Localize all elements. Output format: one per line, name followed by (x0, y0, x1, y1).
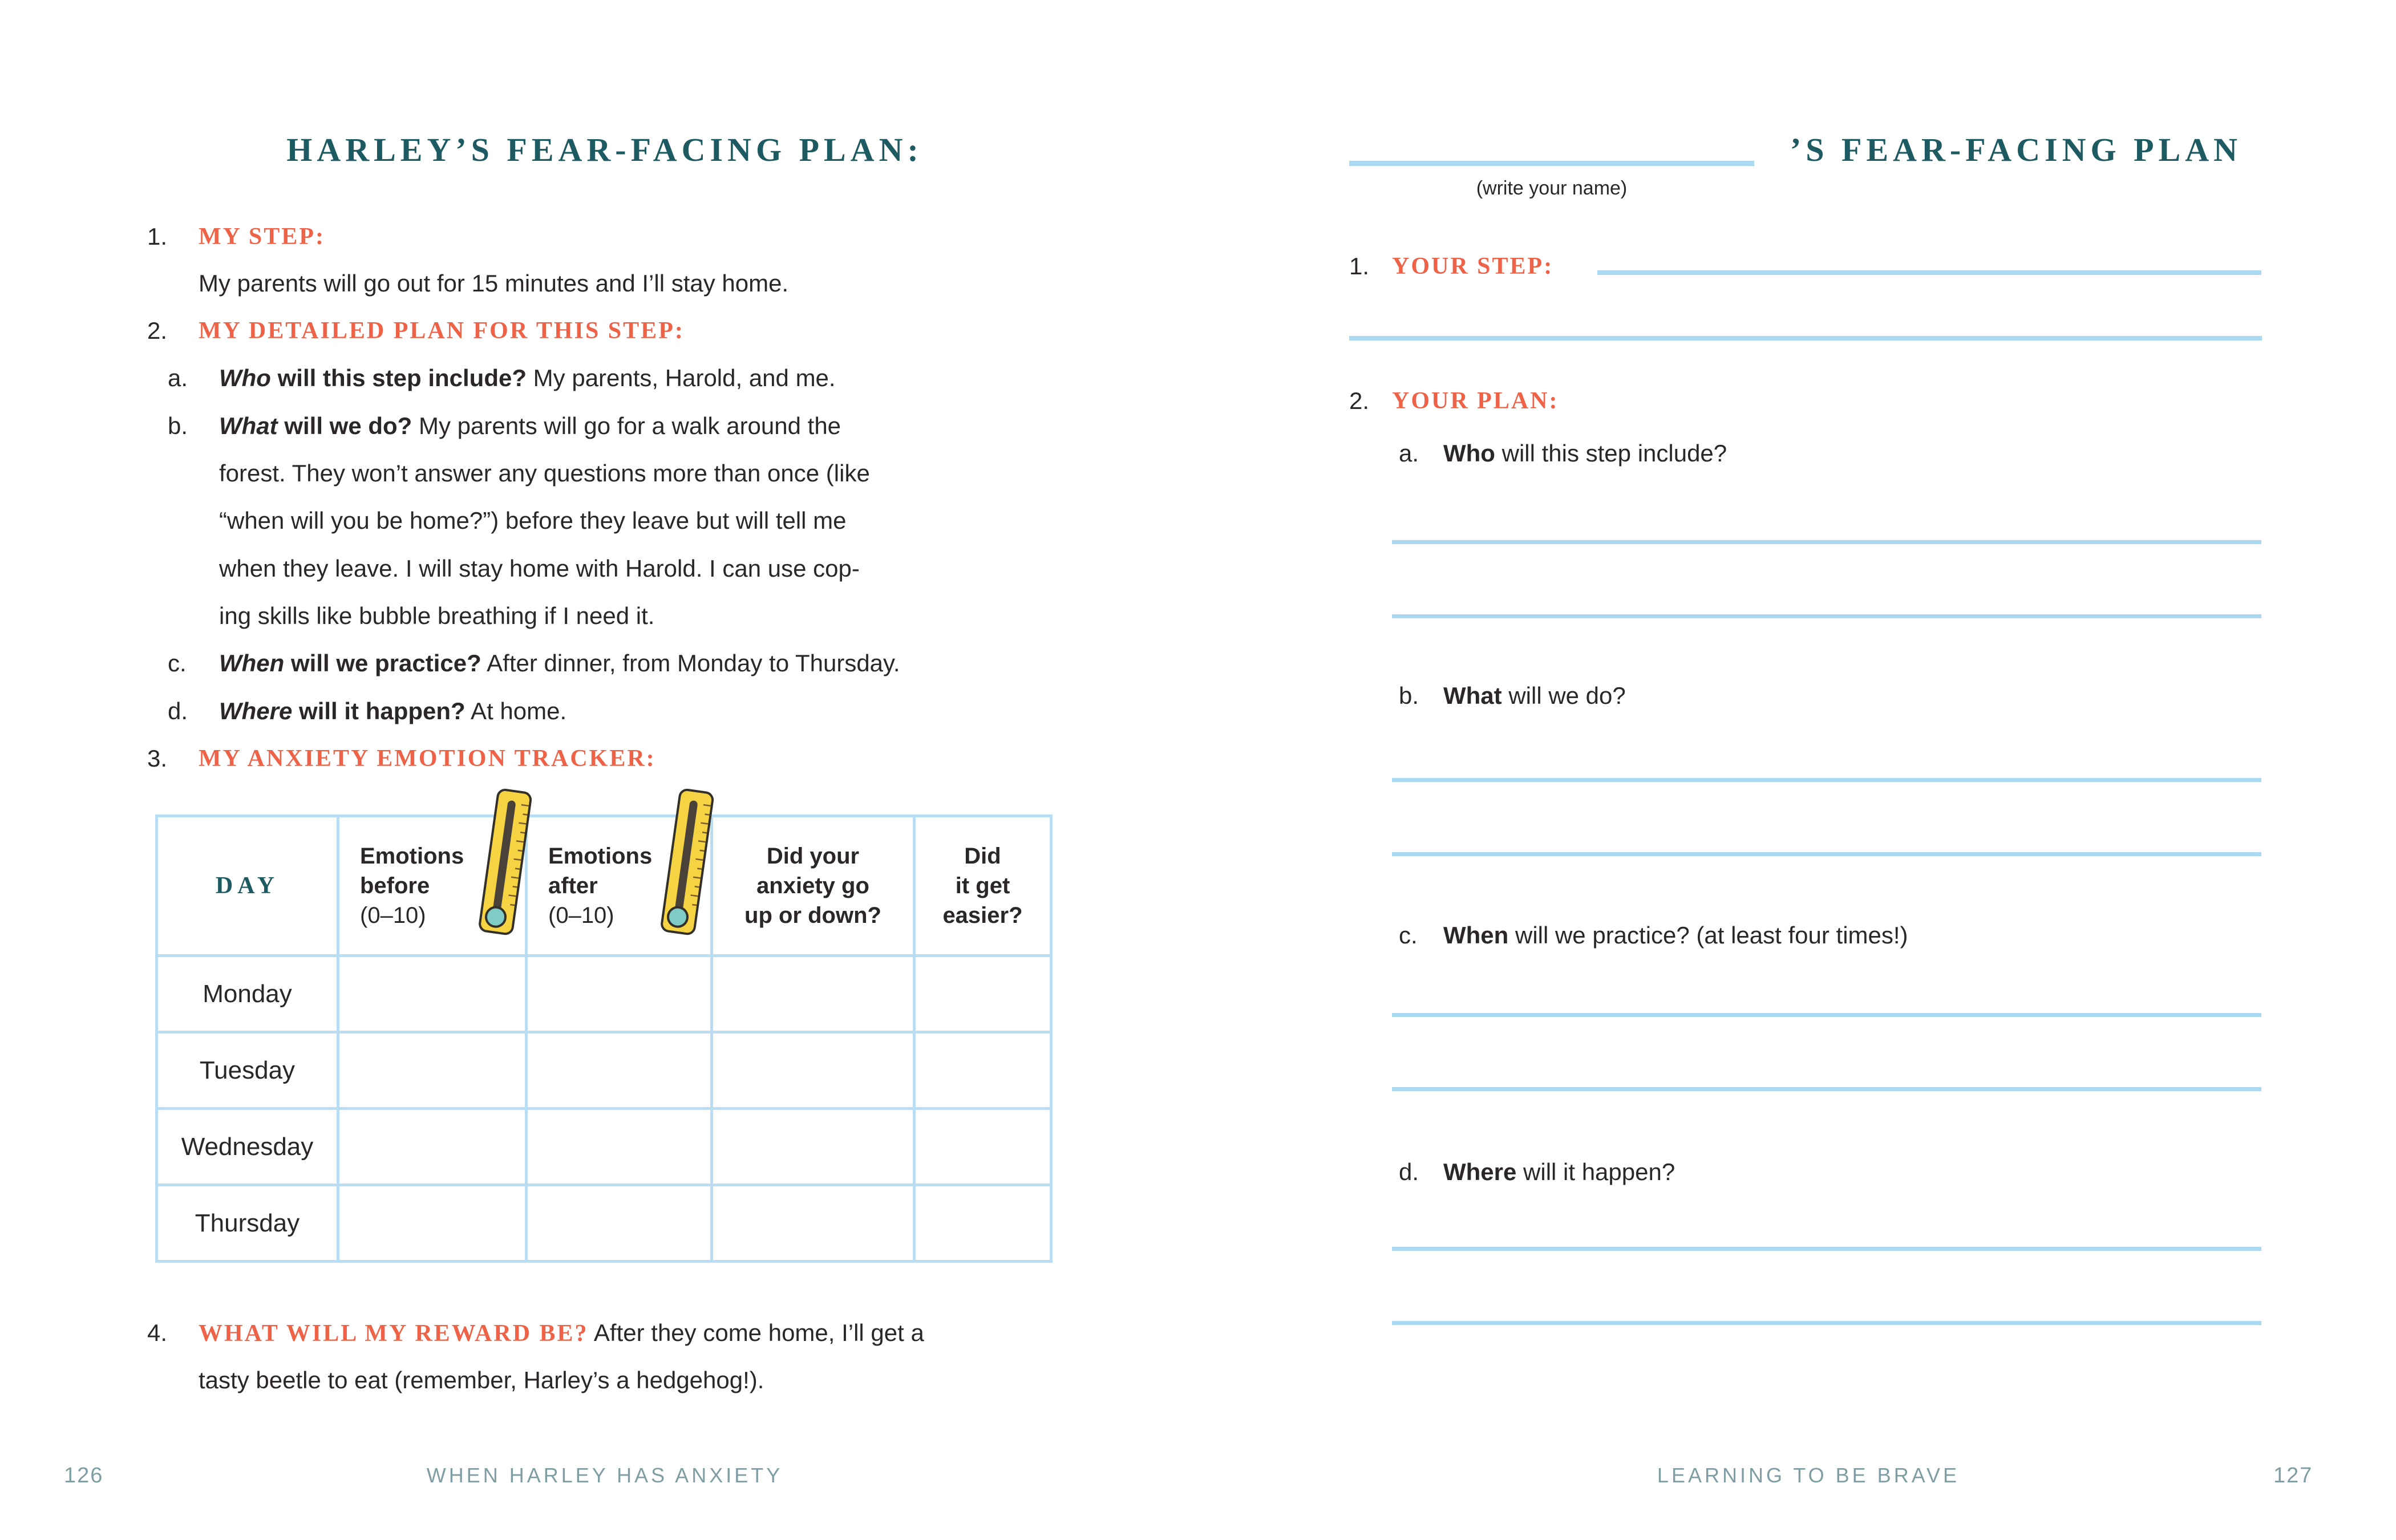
right-page-number: 127 (2273, 1464, 2313, 1488)
list-letter-c: c. (1399, 922, 1418, 949)
my-step-label: MY STEP: (199, 224, 325, 250)
your-step-label: YOUR STEP: (1392, 253, 1554, 279)
header-easier-line1: Did (964, 844, 1001, 869)
writing-line (1392, 1321, 2261, 1325)
tracker-header-day (158, 817, 337, 954)
writing-line (1392, 1087, 2261, 1091)
your-plan-label: YOUR PLAN: (1392, 388, 1559, 414)
question-d-text: will it happen? (1516, 1158, 1675, 1185)
question-d-lead: Where (219, 698, 293, 724)
answer-d-text: At home. (465, 698, 567, 724)
write-your-name-hint: (write your name) (1476, 177, 1628, 199)
question-c-row (1443, 921, 1908, 950)
list-letter-b: b. (1399, 682, 1419, 709)
question-c-row (219, 649, 900, 678)
list-letter-d: d. (1399, 1158, 1419, 1185)
tracker-cell (916, 1110, 1050, 1184)
list-number-3: 3. (147, 745, 168, 772)
list-number-1: 1. (1349, 253, 1370, 279)
header-before-line3: (0–10) (360, 903, 426, 928)
header-after-line3: (0–10) (548, 903, 614, 928)
tracker-cell (528, 1034, 710, 1107)
answer-b-line2: forest. They won’t answer any questions more than once (like (219, 460, 870, 487)
question-a-row (219, 363, 836, 393)
answer-b-line5: ing skills like bubble breathing if I need it. (219, 602, 655, 629)
question-d-lead: Where (1443, 1158, 1517, 1185)
header-before-line2: before (360, 873, 430, 898)
list-number-2: 2. (147, 317, 168, 344)
tracker-cell (528, 1110, 710, 1184)
header-before-line1: Emotions (360, 844, 464, 869)
question-d-row (1443, 1157, 1675, 1187)
tracker-cell (916, 957, 1050, 1031)
tracker-cell (339, 1110, 525, 1184)
question-a-lead: Who (219, 364, 271, 391)
right-page-title (1349, 130, 2242, 170)
question-a-text: will this step include? (1495, 440, 1727, 467)
question-b-lead: What (1443, 682, 1502, 709)
day-label: Wednesday (181, 1132, 314, 1161)
table-row-day-monday (158, 957, 337, 1031)
question-c-bold: will we practice? (284, 650, 481, 676)
question-a-bold: will this step include? (270, 364, 527, 391)
list-letter-b: b. (168, 412, 188, 439)
writing-line (1597, 270, 2261, 275)
question-d-bold: will it happen? (292, 698, 466, 724)
table-row-day-wednesday (158, 1110, 337, 1184)
question-b-text: will we do? (1501, 682, 1626, 709)
list-letter-a: a. (1399, 440, 1419, 467)
question-c-lead: When (219, 650, 285, 676)
question-b-bold: will we do? (277, 412, 412, 439)
list-letter-a: a. (168, 364, 188, 391)
reward-row (199, 1318, 924, 1348)
list-letter-d: d. (168, 698, 188, 724)
question-a-row (1443, 439, 1727, 468)
left-page-title-text: HARLEY’S FEAR-FACING PLAN: (286, 131, 923, 168)
writing-line (1392, 614, 2261, 618)
question-c-lead: When (1443, 922, 1509, 949)
writing-line (1392, 852, 2261, 856)
header-easier-line3: easier? (942, 903, 1023, 928)
question-c-text: will we practice? (at least four times!) (1508, 922, 1908, 949)
header-anxiety-line3: up or down? (744, 903, 881, 928)
tracker-cell (528, 957, 710, 1031)
anxiety-tracker-table (155, 814, 1053, 1263)
writing-line (1392, 1013, 2261, 1017)
table-row-day-thursday (158, 1186, 337, 1260)
day-label: Thursday (195, 1209, 300, 1237)
tracker-cell (713, 1110, 913, 1184)
answer-b-line3: “when will you be home?”) before they leave but will tell me (219, 507, 847, 534)
list-letter-c: c. (168, 650, 187, 676)
question-b-lead: What (219, 412, 278, 439)
tracker-header-easier (916, 817, 1050, 954)
tracker-cell (339, 1186, 525, 1260)
writing-line (1349, 336, 2262, 341)
right-page-title-text: ’S FEAR-FACING PLAN (1790, 131, 2242, 168)
tracker-label: MY ANXIETY EMOTION TRACKER: (199, 745, 656, 772)
header-after-line1: Emotions (548, 844, 653, 869)
question-a-lead: Who (1443, 440, 1495, 467)
tracker-cell (339, 1034, 525, 1107)
list-number-4: 4. (147, 1319, 168, 1346)
tracker-cell (713, 1186, 913, 1260)
header-anxiety-line1: Did your (766, 844, 860, 869)
left-running-title: WHEN HARLEY HAS ANXIETY (426, 1464, 783, 1487)
writing-line (1392, 540, 2261, 544)
answer-a-text: My parents, Harold, and me. (527, 364, 836, 391)
tracker-cell (528, 1186, 710, 1260)
question-d-row (219, 696, 566, 726)
header-anxiety-line2: anxiety go (756, 873, 869, 898)
tracker-cell (339, 957, 525, 1031)
right-page (1198, 0, 2396, 1540)
list-number-1: 1. (147, 223, 168, 250)
tracker-cell (713, 957, 913, 1031)
answer-b-text: My parents will go for a walk around the (412, 412, 841, 439)
tracker-header-day-text: DAY (215, 873, 280, 899)
writing-line (1392, 778, 2261, 782)
table-row-day-tuesday (158, 1034, 337, 1107)
writing-line (1392, 1247, 2261, 1251)
left-page-title (154, 130, 1055, 170)
tracker-cell (916, 1186, 1050, 1260)
header-easier-line2: it get (955, 873, 1010, 898)
answer-b-line4: when they leave. I will stay home with Harold. I can use cop- (219, 555, 860, 582)
detailed-plan-label: MY DETAILED PLAN FOR THIS STEP: (199, 318, 685, 344)
right-running-title: LEARNING TO BE BRAVE (1657, 1464, 1960, 1487)
reward-text: After they come home, I’ll get a (588, 1319, 924, 1346)
tracker-cell (916, 1034, 1050, 1107)
reward-line2: tasty beetle to eat (remember, Harley’s a hedgehog!). (199, 1367, 764, 1393)
header-after-line2: after (548, 873, 598, 898)
reward-label: WHAT WILL MY REWARD BE? (199, 1320, 589, 1347)
day-label: Monday (203, 979, 292, 1008)
tracker-header-anxiety (713, 817, 913, 954)
tracker-cell (713, 1034, 913, 1107)
my-step-text: My parents will go out for 15 minutes and I’ll stay home. (199, 270, 789, 297)
question-b-row (1443, 681, 1626, 711)
day-label: Tuesday (199, 1056, 296, 1084)
left-page-number: 126 (64, 1464, 104, 1488)
answer-c-text: After dinner, from Monday to Thursday. (481, 650, 900, 676)
list-number-2: 2. (1349, 387, 1370, 414)
question-b-row (219, 411, 841, 441)
